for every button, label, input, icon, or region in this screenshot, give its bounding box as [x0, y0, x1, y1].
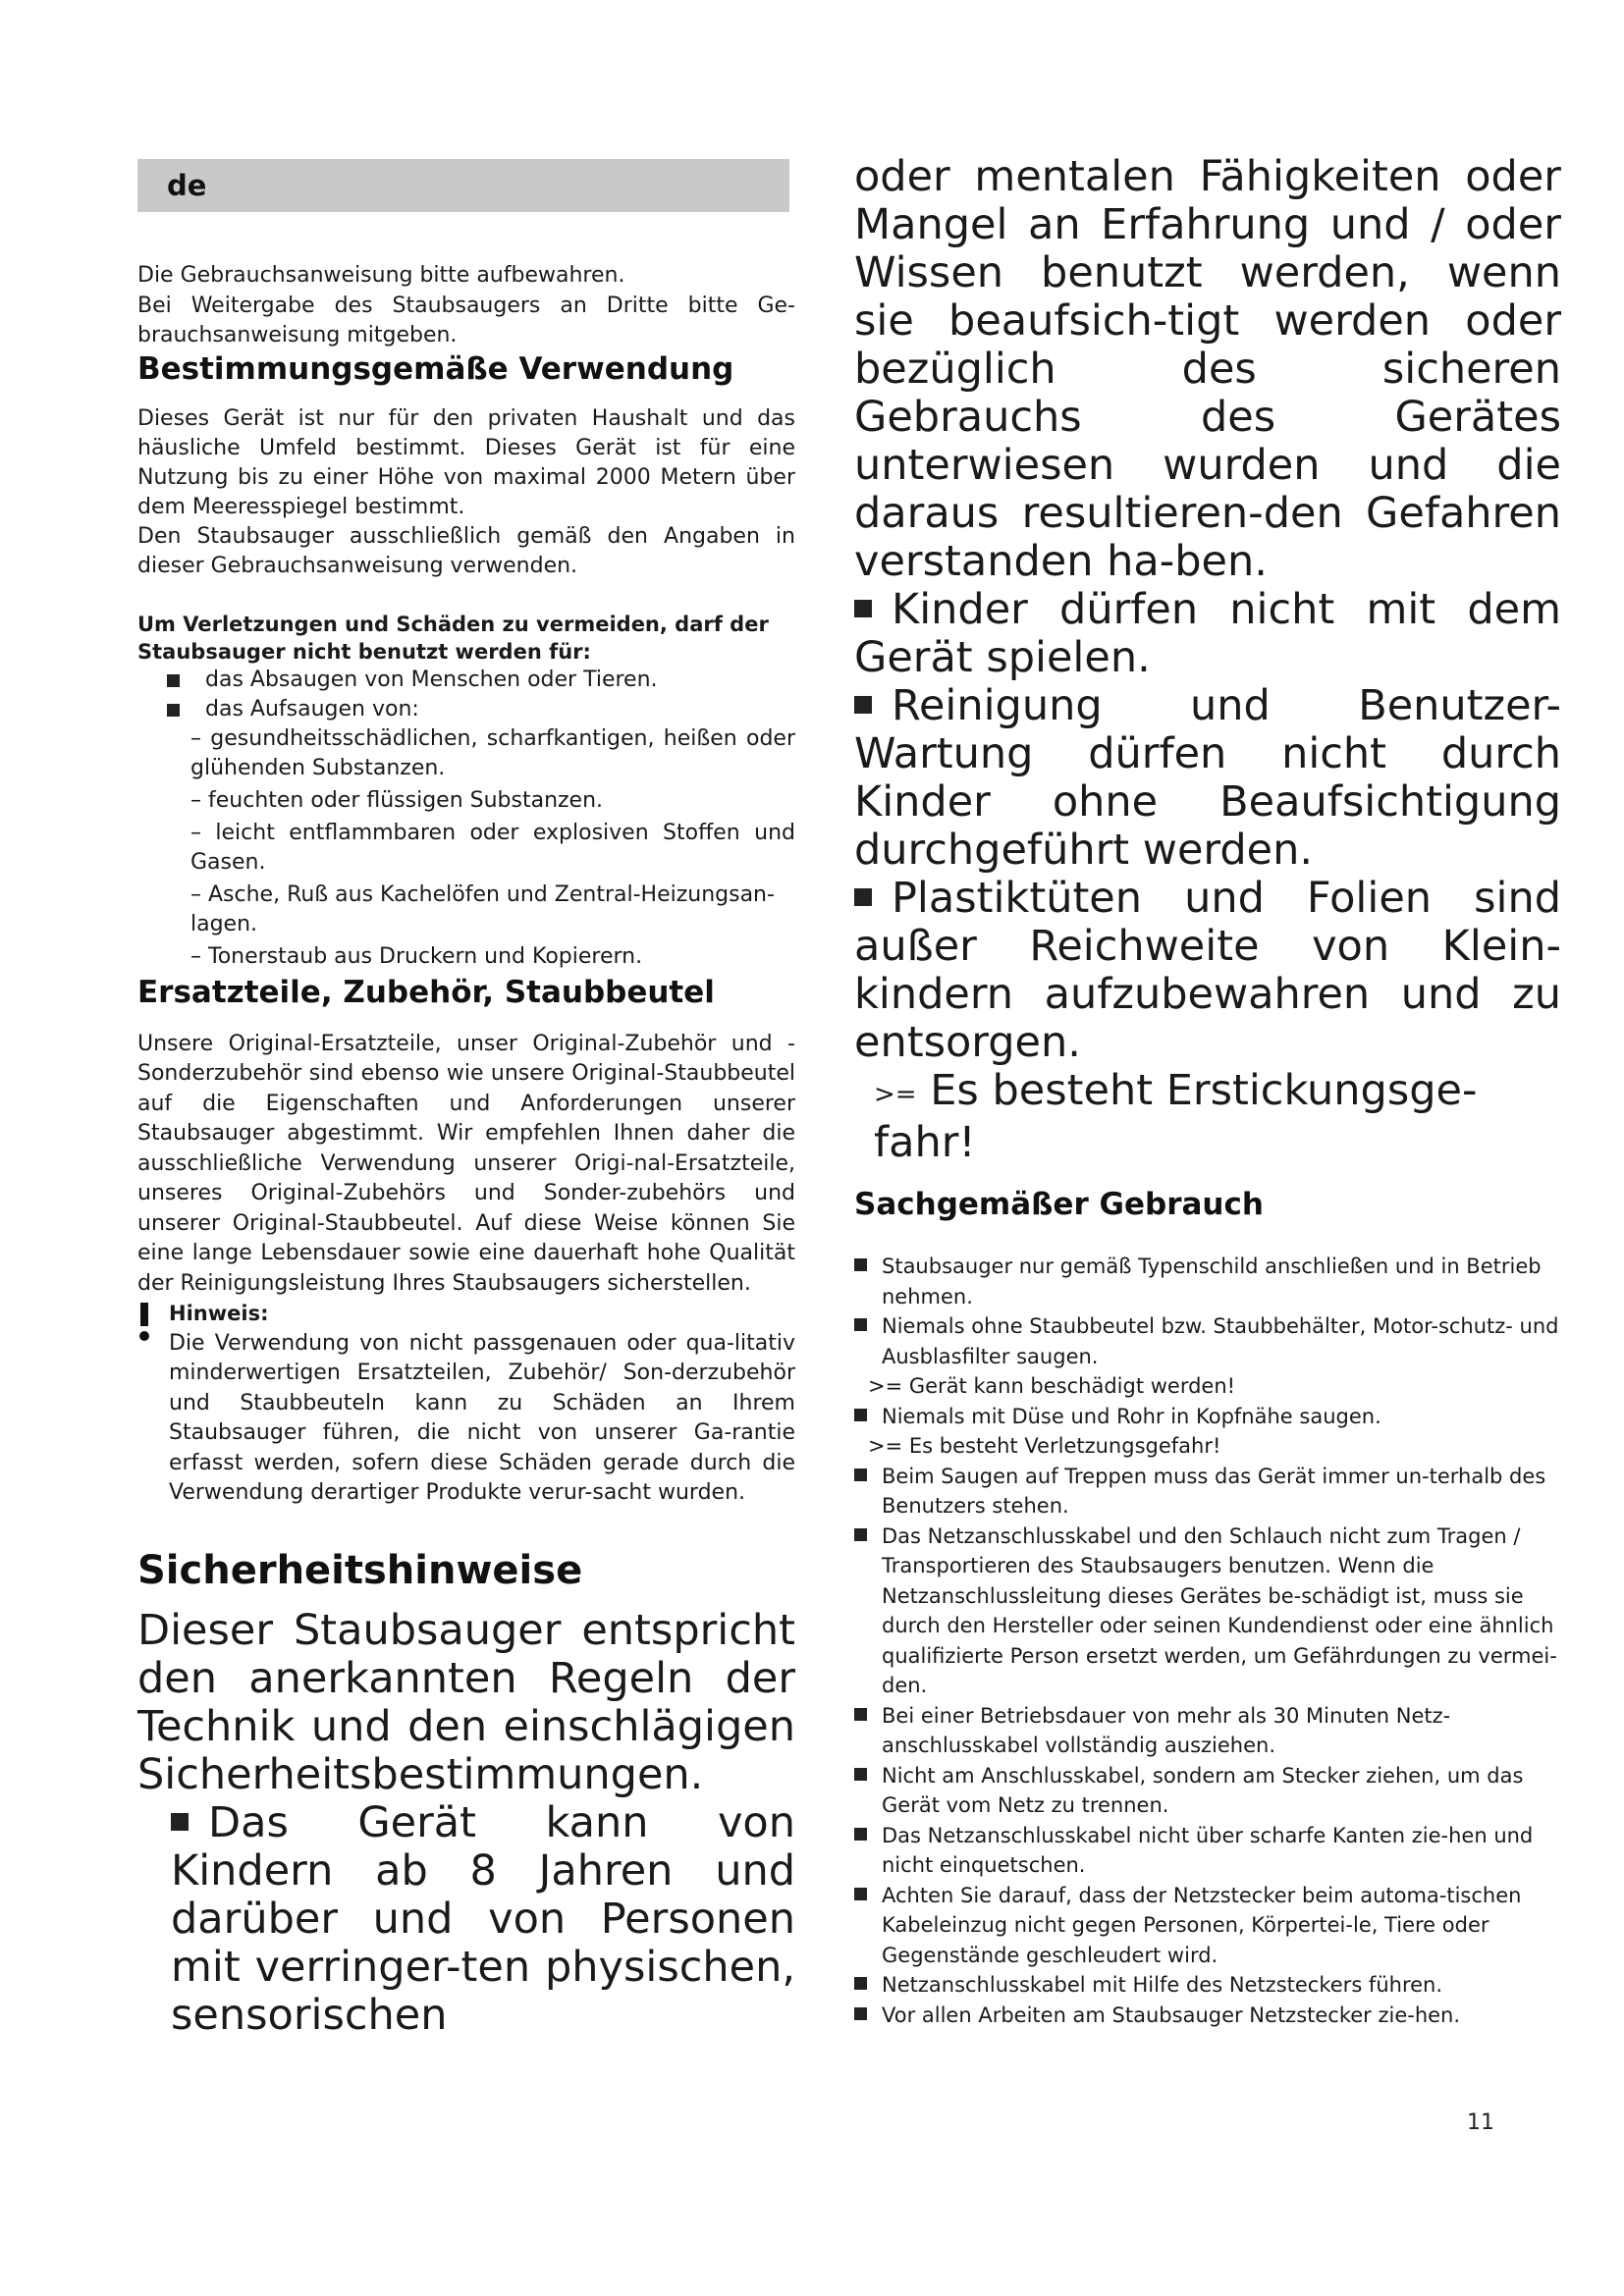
bullet-text: Das Gerät kann von Kindern ab 8 Jahren und darüber und von Personen mit verringer-ten physischen, sensorischen: [171, 1797, 795, 2040]
prohibited-uses-list: [137, 666, 795, 724]
safety-heading: Sicherheitshinweise: [137, 1547, 583, 1593]
bullet-square-icon: [854, 888, 872, 906]
list-item-text: das Aufsaugen von:: [205, 696, 419, 721]
note-title: Hinweis:: [169, 1302, 269, 1325]
list-item-text: Niemals ohne Staubbeutel bzw. Staubbehälter, Motor-schutz- und Ausblasfilter saugen.: [882, 1314, 1559, 1368]
list-item: – gesundheitsschädlichen, scharfkantigen, heißen oder glühenden Substanzen.: [190, 725, 795, 780]
substances-list: [190, 724, 795, 972]
safety-bullet-play: [854, 586, 1561, 682]
list-item: [854, 1311, 1561, 1371]
list-item: – Tonerstaub aus Druckern und Kopierern.: [190, 943, 643, 969]
intro-line: Bei Weitergabe des Staubsaugers an Dritte bitte Ge-brauchsanweisung mitgeben.: [137, 293, 795, 347]
list-item-text: Netzanschlusskabel mit Hilfe des Netzsteckers führen.: [882, 1973, 1443, 1997]
list-item-text: Staubsauger nur gemäß Typenschild anschließen und in Betrieb nehmen.: [882, 1255, 1542, 1308]
list-item: [854, 2001, 1561, 2031]
intended-use-paragraph: Den Staubsauger ausschließlich gemäß den Angaben in dieser Gebrauchsanweisung verwenden.: [137, 523, 795, 578]
page-number: 11: [1467, 2110, 1494, 2135]
bullet-square-icon: [854, 1828, 867, 1841]
bullet-square-icon: [854, 1888, 867, 1900]
list-item: [854, 1252, 1561, 1311]
list-item-text: Das Netzanschlusskabel nicht über scharfe Kanten zie-hen und nicht einquetschen.: [882, 1823, 1534, 1877]
list-item-text: Bei einer Betriebsdauer von mehr als 30 Minuten Netz-anschlusskabel vollständig ausziehen.: [882, 1703, 1451, 1757]
list-item-text: Nicht am Anschlusskabel, sondern am Stecker ziehen, um das Gerät vom Netz zu trennen.: [882, 1763, 1524, 1817]
bullet-text: Plastiktüten und Folien sind außer Reichweite von Klein-kindern aufzubewahren und zu entsorgen.: [854, 874, 1561, 1067]
list-item-text: Niemals mit Düse und Rohr in Kopfnähe saugen.: [882, 1404, 1381, 1428]
intro-line: Die Gebrauchsanweisung bitte aufbewahren.: [137, 263, 625, 288]
language-tab: [137, 159, 789, 212]
warning-heading: Um Verletzungen und Schäden zu vermeiden, darf der Staubsauger nicht benutzt werden für:: [137, 612, 769, 664]
bullet-square-icon: [167, 704, 180, 717]
bullet-text: Reinigung und Benutzer-Wartung dürfen nicht durch Kinder ohne Beaufsichtigung durchgeführt werden.: [854, 681, 1561, 875]
result-line: >= Es besteht Verletzungsgefahr!: [868, 1434, 1221, 1458]
bullet-square-icon: [171, 1813, 189, 1831]
suffocation-warning: [854, 1067, 1561, 1167]
list-item: [854, 1522, 1561, 1701]
intended-use-paragraph: Dieses Gerät ist nur für den privaten Haushalt und das häusliche Umfeld bestimmt. Dieses Gerät ist für eine Nutzung bis zu einer Höhe von maximal 2000 Metern über dem Meeresspiegel bestimmt.: [137, 405, 795, 519]
list-item: [854, 1761, 1561, 1821]
right-column: [854, 153, 1561, 2051]
list-item: [137, 666, 795, 695]
list-item: – Asche, Ruß aus Kachelöfen und Zentral-Heizungsan-lagen.: [190, 881, 775, 936]
list-item-text: Beim Saugen auf Treppen muss das Gerät immer un-terhalb des Benutzers stehen.: [882, 1464, 1546, 1518]
list-item: [854, 1462, 1561, 1522]
bullet-square-icon: [854, 2007, 867, 2020]
bullet-text: Kinder dürfen nicht mit dem Gerät spielen.: [854, 585, 1561, 682]
bullet-square-icon: [854, 1468, 867, 1481]
list-item-text: Das Netzanschlusskabel und den Schlauch nicht zum Tragen / Transportieren des Staubsaugers benutzen. Wenn die Netzanschlussleitung dieses Gerätes be-schädigt ist, muss sie durch den Hersteller oder seinen Kundendienst oder eine ähnlich qualifizierte Person ersetzt werden, um Gefährdungen zu vermei-den.: [882, 1523, 1557, 1697]
list-item-text: das Absaugen von Menschen oder Tieren.: [205, 667, 658, 692]
note-block: [137, 1299, 795, 1509]
bullet-square-icon: [854, 600, 872, 617]
safety-intro: Dieser Staubsauger entspricht den anerkannten Regeln der Technik und den einschlägigen Sicherheitsbestimmungen.: [137, 1605, 795, 1799]
list-item: [854, 1881, 1561, 1971]
language-tab-label: de: [167, 169, 207, 202]
bullet-square-icon: [854, 1528, 867, 1541]
safety-bullet-bags: [854, 875, 1561, 1067]
result-line: >= Gerät kann beschädigt werden!: [868, 1374, 1236, 1398]
proper-use-heading: Sachgemäßer Gebrauch: [854, 1187, 1264, 1222]
bullet-square-icon: [854, 1768, 867, 1781]
bullet-square-icon: [854, 1708, 867, 1721]
bullet-square-icon: [167, 674, 180, 687]
safety-bullet-children-continued: oder mentalen Fähigkeiten oder Mangel an Erfahrung und / oder Wissen benutzt werden, wenn sie beaufsich-tigt werden oder bezüglich des sicheren Gebrauchs des Gerätes unterwiesen wurden und die daraus resultieren-den Gefahren verstanden ha-ben.: [854, 152, 1561, 586]
bullet-square-icon: [854, 1258, 867, 1271]
spare-parts-heading: Ersatzteile, Zubehör, Staubbeutel: [137, 974, 715, 1010]
list-item-text: Achten Sie darauf, dass der Netzstecker beim automa-tischen Kabeleinzug nicht gegen Personen, Körpertei-le, Tiere oder Gegenstände geschleudert wird.: [882, 1883, 1522, 1967]
list-item: [854, 1701, 1561, 1761]
intro-text: [137, 261, 795, 351]
note-text: Die Verwendung von nicht passgenauen oder qua-litativ minderwertigen Ersatzteilen, Zubehör/ Son-derzubehör und Staubbeuteln kann zu Schäden an Ihrem Staubsauger führen, die nicht von unserer Ga-rantie erfasst werden, sofern diese Schäden gerade durch die Verwendung derartiger Produkte verur-sacht wurden.: [169, 1330, 795, 1505]
list-item: [137, 695, 795, 724]
bullet-square-icon: [854, 1318, 867, 1331]
bullet-square-icon: [854, 696, 872, 714]
suffocation-text: Es besteht Erstickungsge-fahr!: [874, 1066, 1478, 1167]
left-column: [137, 159, 795, 2040]
proper-use-list: [854, 1252, 1561, 2030]
result-arrow-icon: >=: [874, 1080, 917, 1109]
safety-bullet-children: [137, 1799, 795, 2040]
list-item: – feuchten oder flüssigen Substanzen.: [190, 787, 604, 813]
list-item: [854, 1821, 1561, 1881]
spare-parts-paragraph: Unsere Original-Ersatzteile, unser Original-Zubehör und -Sonderzubehör sind ebenso wie unsere Original-Staubbeutel auf die Eigenschaften und Anforderungen unserer Staubsauger abgestimmt. Wir empfehlen Ihnen daher die ausschließliche Verwendung unserer Origi-nal-Ersatzteile, unseres Original-Zubehörs und Sonder-zubehörs und unserer Original-Staubbeutel. Auf diese Weise können Sie eine lange Lebensdauer sowie eine dauerhaft hohe Qualität der Reinigungsleistung Ihres Staubsaugers sicherstellen.: [137, 1031, 795, 1296]
safety-bullet-cleaning: [854, 682, 1561, 875]
list-item-text: Vor allen Arbeiten am Staubsauger Netzstecker zie-hen.: [882, 2002, 1461, 2027]
list-item: [854, 1970, 1561, 2001]
intended-use-heading: Bestimmungsgemäße Verwendung: [137, 350, 734, 387]
exclamation-icon: [137, 1303, 151, 1342]
bullet-square-icon: [854, 1977, 867, 1990]
bullet-square-icon: [854, 1409, 867, 1421]
list-item: [854, 1402, 1561, 1432]
list-item: – leicht entflammbaren oder explosiven Stoffen und Gasen.: [190, 820, 795, 875]
